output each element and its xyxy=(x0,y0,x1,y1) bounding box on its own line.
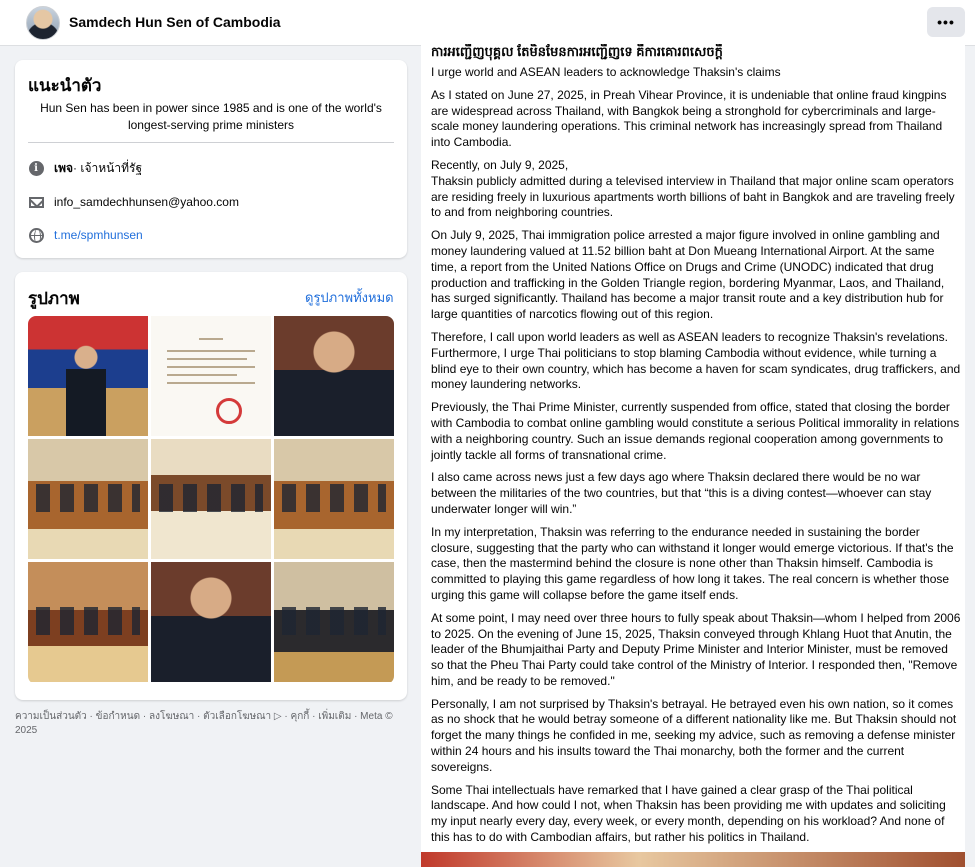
email-address[interactable]: info_samdechhunsen@yahoo.com xyxy=(54,195,239,209)
post-paragraph: Recently, on July 9, 2025, Thaksin publicly admitted during a televised interview in Thailand that major online scam operators are residing freely in luxurious apartments worth billions of baht in Bangkok and are traveling freely to and from neighboring countries. xyxy=(431,157,955,220)
post-paragraph: As I stated on June 27, 2025, in Preah Vihear Province, it is undeniable that online fraud kingpins are widespread across Thailand, with Bangkok being a stronghold for cybercriminals and large-scale money laundering operations. This criminal network has increasingly spread from Thailand into Cambodia. xyxy=(431,87,947,150)
photo-thumbnail[interactable] xyxy=(28,562,148,682)
photos-card xyxy=(15,272,407,700)
more-options-button[interactable]: ••• xyxy=(927,7,965,37)
page-type-label: เพจ xyxy=(54,160,74,175)
post-paragraph: Personally, I am not surprised by Thaksin's betrayal. He betrayed even his own nation, so it comes as no shock that he would betray someone of a different nationality like me. But Thaksin should not forget the many things he confided in me, seeking my advice, such as removing a defense minister within 24 hours and his insults toward the Thai monarchy, both the former and the current sovereigns. xyxy=(431,696,957,774)
divider xyxy=(28,142,394,143)
page-category: · เจ้าหน้าที่รัฐ xyxy=(73,160,143,175)
page-name[interactable]: Samdech Hun Sen of Cambodia xyxy=(69,14,281,30)
post-paragraph: Previously, the Thai Prime Minister, currently suspended from office, stated that closing the border with Cambodia to combat online gambling would constitute a serious Political immorality in relations with a neighboring country. Such an issue demands regional cooperation among governments to jointly tackle all forms of transnational crime. xyxy=(431,400,960,462)
intro-bio: Hun Sen has been in power since 1985 and is one of the world's longest-serving prime ministers xyxy=(40,101,382,132)
photo-thumbnail[interactable] xyxy=(28,439,148,559)
photo-thumbnail[interactable] xyxy=(151,439,271,559)
footer-links[interactable]: ความเป็นส่วนตัว · ข้อกำหนด · ลงโฆษณา · ตัวเลือกโฆษณา ▷ · คุกกี้ · เพิ่มเติม · Meta © 2025 xyxy=(15,711,393,736)
photos-title: รูปภาพ xyxy=(28,289,80,308)
website-link[interactable]: t.me/spmhunsen xyxy=(54,228,143,242)
intro-title: แนะนำตัว xyxy=(28,76,102,95)
intro-card xyxy=(15,60,407,258)
globe-icon xyxy=(28,227,44,243)
website-row xyxy=(28,226,143,244)
photo-thumbnail[interactable] xyxy=(151,316,271,436)
post-paragraph: In my interpretation, Thaksin was referring to the endurance needed in sustaining the border closure, suggesting that the party who can withstand it longer would emerge victorious. If that's the case, then the mastermind behind the closure is none other than Thaksin himself. Cambodia is committed to playing this game regardless of how long it takes. The real concern is whether those urging this game will collapse before the game itself ends. xyxy=(431,524,954,602)
post-content xyxy=(421,40,965,867)
photo-thumbnail[interactable] xyxy=(274,562,394,682)
photo-grid xyxy=(28,316,394,684)
info-icon: i xyxy=(28,160,44,176)
post-body xyxy=(431,65,961,853)
post-paragraph: On July 9, 2025, Thai immigration police arrested a major figure involved in online gambling and money laundering valued at 11.52 billion baht at Don Mueang International Airport. At the same time, a report from the United Nations Office on Drugs and Crime (UNODC) indicated that drug production and trafficking in the Golden Triangle region, bordering Myanmar, Laos, and Thailand, has surged significantly. Thailand has become a major transit route and a key distribution hub for large quantities of narcotics flowing out of this region. xyxy=(431,228,945,322)
post-paragraph: I urge world and ASEAN leaders to acknowledge Thaksin's claims xyxy=(431,65,781,79)
page-category-row xyxy=(28,159,142,177)
photo-thumbnail[interactable] xyxy=(274,316,394,436)
post-paragraph: At some point, I may need over three hours to fully speak about Thaksin—whom I helped from 2006 to 2025. On the evening of June 15, 2025, Thaksin conveyed through Khlang Huot that Anutin, the leader of the Bhumjaithai Party and Deputy Prime Minister and Interior Minister, must be removed so that the Pheu Thai Party could take control of the Ministry of Interior. I responded then, "Remove him, and be ready to be removed." xyxy=(431,610,961,688)
photo-thumbnail[interactable] xyxy=(28,316,148,436)
post-paragraph: Therefore, I call upon world leaders as well as ASEAN leaders to recognize Thaksin's revelations. Furthermore, I urge Thai politicians to stop blaming Cambodia without evidence, while turning a blind eye to their own country, which has become a haven for scam syndicates, drug traffickers, and money laundering networks. xyxy=(431,329,961,392)
see-all-photos-link[interactable]: ดูรูปภาพทั้งหมด xyxy=(305,290,394,305)
post-paragraph: I also came across news just a few days ago where Thaksin declared there would be no war between the militaries of the two countries, but that “this is a diving contest—whoever can stay underwater longer will win.” xyxy=(431,470,932,516)
post-image[interactable] xyxy=(421,852,965,867)
photo-thumbnail[interactable] xyxy=(151,562,271,682)
post-paragraph: Some Thai intellectuals have remarked that I have gained a clear grasp of the Thai political landscape. And how could I not, when Thaksin has been providing me with updates and soliciting my input nearly every day, every week, or every month, depending on his workload? And none of this has to do with Cambodian affairs, but rather his politics in Thailand. xyxy=(431,782,946,845)
photo-thumbnail[interactable] xyxy=(274,439,394,559)
email-row xyxy=(28,193,239,211)
post-title: ការអញ្ជើញបុគ្គល តែមិនមែនការអញ្ជើញទេ គឺការគោរពសេចក្តី xyxy=(431,44,723,59)
mail-icon xyxy=(28,194,44,210)
avatar[interactable] xyxy=(26,6,60,40)
